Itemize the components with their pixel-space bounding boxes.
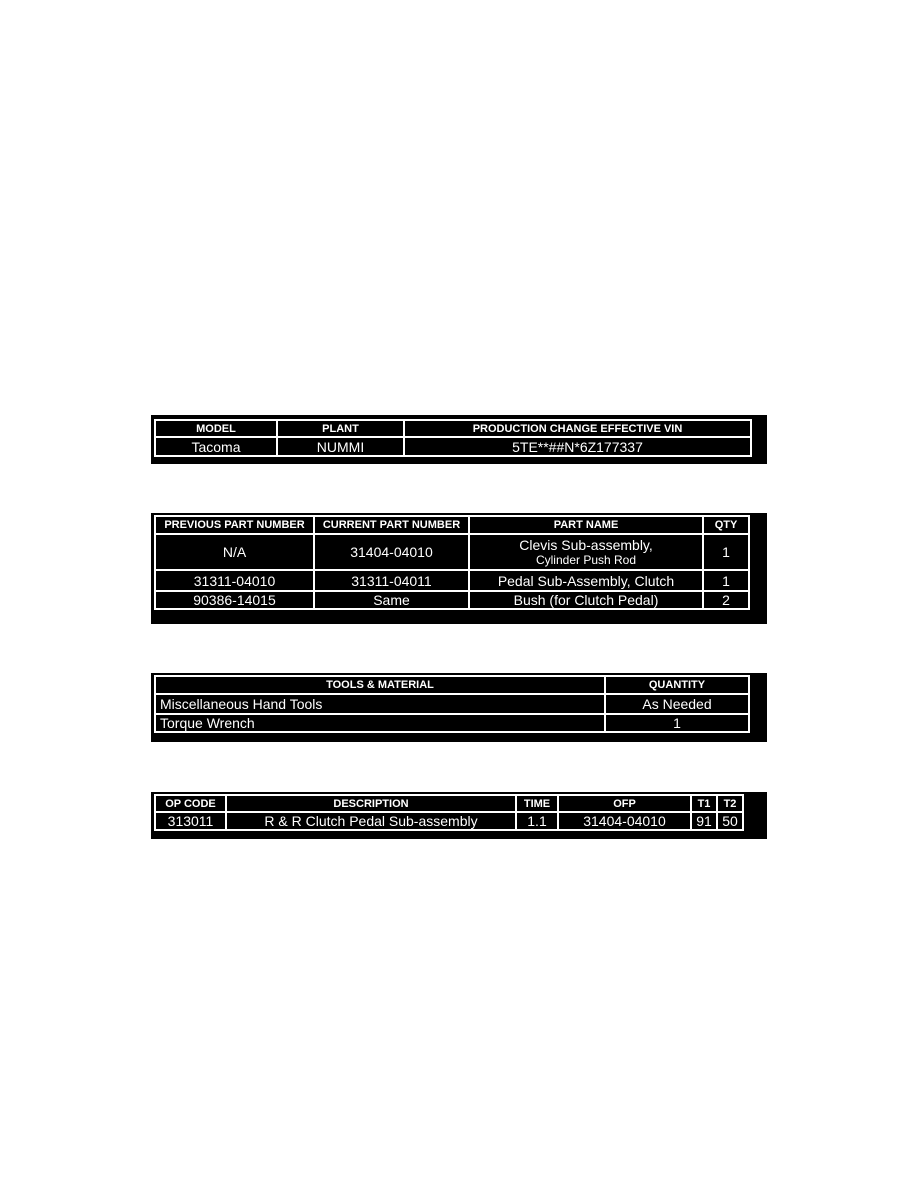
table-row [154,693,750,713]
qty-header: QTY [702,515,750,533]
part-name-cell: Pedal Sub-Assembly, Clutch [468,569,702,590]
table-row [154,590,750,610]
time-cell: 1.1 [515,811,557,831]
qty-cell: 1 [702,569,750,590]
tool-quantity-cell: As Needed [604,693,750,713]
previous-part-number-cell: 31311-04010 [154,569,313,590]
t1-header: T1 [690,794,716,811]
plant-header: PLANT [276,419,403,436]
current-part-number-cell: 31404-04010 [313,533,468,569]
op-code-cell: 313011 [154,811,225,831]
quantity-header: QUANTITY [604,675,750,693]
tools-table [151,673,767,742]
vin-cell: 5TE**##N*6Z177337 [403,436,752,457]
tools-material-header: TOOLS & MATERIAL [154,675,604,693]
part-name-line2: Cylinder Push Rod [535,553,637,567]
model-header: MODEL [154,419,276,436]
previous-part-number-header: PREVIOUS PART NUMBER [154,515,313,533]
qty-cell: 1 [702,533,750,569]
t1-cell: 91 [690,811,716,831]
previous-part-number-cell: N/A [154,533,313,569]
part-name-line1: Clevis Sub-assembly, [519,537,653,553]
qty-cell: 2 [702,590,750,610]
plant-cell: NUMMI [276,436,403,457]
tool-name-cell: Torque Wrench [154,713,604,733]
time-header: TIME [515,794,557,811]
part-name-cell [468,533,702,569]
t2-cell: 50 [716,811,744,831]
description-header: DESCRIPTION [225,794,515,811]
parts-table [151,513,767,624]
current-part-number-cell: 31311-04011 [313,569,468,590]
current-part-number-cell: Same [313,590,468,610]
ofp-header: OFP [557,794,690,811]
part-name-cell: Bush (for Clutch Pedal) [468,590,702,610]
opcode-table [151,792,767,839]
table-row [154,713,750,733]
previous-part-number-cell: 90386-14015 [154,590,313,610]
vin-header: PRODUCTION CHANGE EFFECTIVE VIN [403,419,752,436]
vin-table [151,415,767,464]
tool-name-cell: Miscellaneous Hand Tools [154,693,604,713]
t2-header: T2 [716,794,744,811]
tool-quantity-cell: 1 [604,713,750,733]
table-row [154,811,744,831]
description-cell: R & R Clutch Pedal Sub-assembly [225,811,515,831]
ofp-cell: 31404-04010 [557,811,690,831]
part-name-header: PART NAME [468,515,702,533]
table-row [154,533,750,569]
current-part-number-header: CURRENT PART NUMBER [313,515,468,533]
op-code-header: OP CODE [154,794,225,811]
table-row [154,569,750,590]
model-cell: Tacoma [154,436,276,457]
